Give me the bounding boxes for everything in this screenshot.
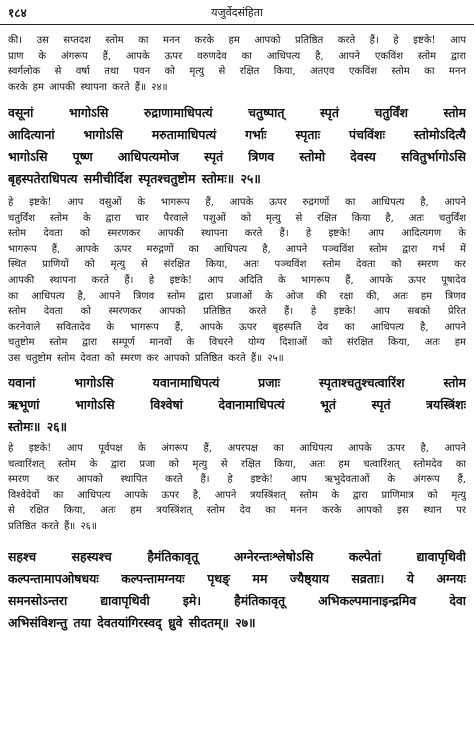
text-line: आपकी स्थापना करते हैं। हे इष्टके! आप अदिति के भागरूप हैं, आपके ऊपर पूषादेव	[8, 274, 466, 286]
verse-line: ऋभूणां भागोऽसि विश्वेषां देवानामाधिपत्यं भूतं स्पृतं त्रयस्त्रिंशः	[8, 397, 466, 412]
text-line: स्मरण कर आपको स्थापित करते हैं। हे इष्टके! आप ऋभुदेवताओं के अंगरूप हैं,	[8, 474, 466, 486]
verse-25	[8, 102, 466, 190]
book-title: यजुर्वेदसंहिता	[211, 6, 263, 19]
verse-line: आदित्यानां भागोऽसि मरुतामाधिपत्यं गर्भाः स्पृताः पंचविंशः स्तोमोऽदित्यै	[8, 127, 466, 142]
text-line: स्वर्गलोक से वर्षा तथा पवन को मृत्यु से रक्षित किया, अतएव एकविंश स्तोम का मनन	[8, 66, 466, 78]
text-line: करके हम आपकी स्थापना करते हैं॥ २४॥	[8, 81, 168, 93]
verse-line: भागोऽसि पूष्ण आधिपत्यमोज स्पृतं त्रिणव स्तोमो देवस्य सवितुर्भागोऽसि	[8, 149, 466, 164]
page-number: १८४	[8, 6, 27, 20]
verse-26	[8, 372, 466, 438]
verse-line: समनसोऽन्तरा द्यावापृथिवी इमे। हैमंतिकावृतू अभिकल्पमानाइन्द्रमिव देवा	[8, 593, 466, 608]
verse-line: स्तोमः॥ २६॥	[8, 419, 68, 434]
verse-line: वसूनां भागोऽसि रुद्राणामाधिपत्यं चतुष्पात् स्पृतं चतुर्विंश स्तोम	[8, 105, 466, 120]
verse-line: कल्पन्तामापओषधयः कल्पन्तामग्नयः पृथङ् मम ज्यैष्ठ्याय सव्रताः। ये अग्नयः	[8, 571, 466, 586]
text-line: प्राण के अंगरूप हैं, आपके ऊपर वरुणदेव का आधिपत्य है, आपने एकविंश स्तोम द्वारा	[8, 50, 466, 62]
text-line: हे इष्टके! आप पूर्वपक्ष के अंगरूप हैं, अपरपक्ष का आधिपत्य आपके ऊपर है, आपने	[8, 443, 466, 454]
text-line: उस चतुष्टोम स्तोम देवता को स्मरण कर आपको प्रतिष्ठित करते हैं॥ २५॥	[8, 352, 284, 364]
verse-line: बृहस्पतेराधिपत्य समीचीर्दिश स्पृतश्चतुष्टोम स्तोमः॥ २५॥	[8, 171, 261, 186]
text-line: का आधिपत्य है, आपने त्रिणव स्तोम द्वारा प्रजाओं के ओज की रक्षा की, अतः हम त्रिणव	[8, 290, 466, 302]
text-line: करनेवाले सवितादेव के भागरूप हैं, आपके ऊपर बृहस्पति देव का आधिपत्य है, आपने	[8, 321, 466, 333]
commentary-26	[8, 441, 466, 535]
text-line: चत्वारिंशत् स्तोम के द्वारा प्रजा को मृत्यु से रक्षित किया, अतः हम चत्वारिंशत् स्तोमदेव का	[8, 458, 466, 470]
verse-line: यवानां भागोऽसि यवानामाधिपत्यं प्रजाः स्पृताश्चतुश्चत्वारिंश स्तोम	[8, 375, 466, 390]
verse-27	[8, 546, 466, 634]
text-line: स्तोम देवता को स्मरणकर आपकी स्थापना करते हैं। हे इष्टके! आप आदित्यगण के	[8, 228, 466, 240]
verse-line: सहश्च सहस्यश्च हैमंतिकावृतू अग्नेरन्तःश्लेषोऽसि कल्पेतां द्यावापृथिवी	[8, 549, 466, 564]
verse-line: अभिसंविशन्तु तया देवतयांगिरस्वद् ध्रुवे सीदतम्॥ २७॥	[8, 615, 256, 630]
page-header	[0, 0, 474, 25]
text-line: भागरूप हैं, आपके ऊपर मरुद्गणों का आधिपत्य है, आपने पञ्चविंश स्तोम द्वारा गर्भ में	[8, 243, 466, 255]
text-line: विश्वेदेवों का आधिपत्य आपके ऊपर है, आपने त्रयस्त्रिंशत् स्तोम के द्वारा प्राणिमात्र को मृत्यु	[8, 489, 466, 501]
text-line: स्तोम देवता को स्मरणकर आपको प्रतिष्ठित करते हैं। हे इष्टके! आप सबको प्रेरित	[8, 306, 466, 318]
text-line: स्थित प्राणियों को मृत्यु से संरक्षित किया, अतः पञ्चविंश स्तोम देवता को स्मरण कर	[8, 259, 466, 271]
text-line: की। उस सप्तदश स्तोम का मनन करके हम आपको प्रतिष्ठित करते हैं। हे इष्टके! आप	[8, 35, 466, 46]
commentary-25	[8, 195, 466, 367]
text-line: चतुष्टोम स्तोम द्वारा सम्पूर्ण मानवों के विचरने योग्य दिशाओं को संरक्षित किया, अतः हम	[8, 337, 466, 349]
commentary-24	[8, 33, 466, 95]
text-line: प्रतिष्ठित करते हैं॥ २६॥	[8, 520, 97, 532]
text-line: चतुर्विंश स्तोम के द्वारा चार पैरवाले पशुओं को मृत्यु से रक्षित किया है, अतः चतुर्विंश	[8, 212, 466, 224]
text-line: हे इष्टके! आप वसुओं के भागरूप हैं, आपके ऊपर रुद्रगणों का आधिपत्य है, आपने	[8, 197, 466, 208]
text-line: से रक्षित किया, अतः हम त्रयस्त्रिंशत् स्तोम देव का मनन करके आपको इस स्थान पर	[8, 505, 466, 517]
